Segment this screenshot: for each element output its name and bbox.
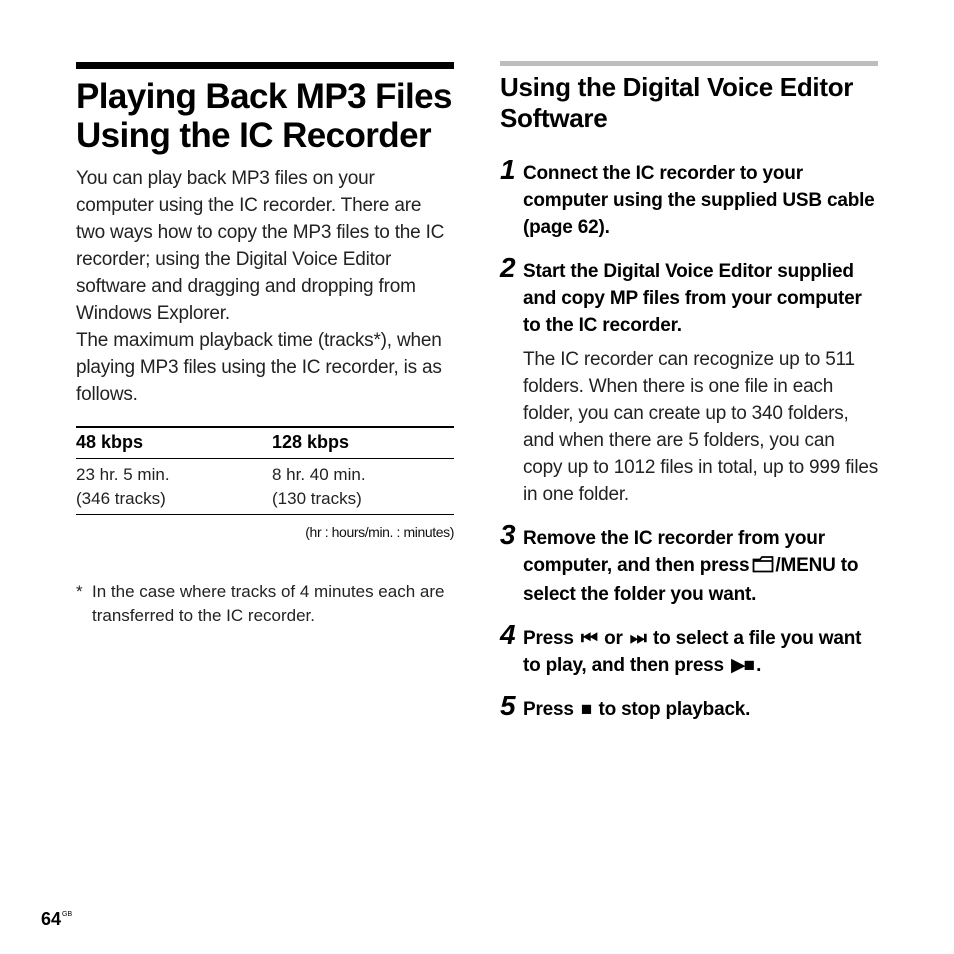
unit-note: (hr : hours/min. : minutes) xyxy=(305,524,454,540)
intro-paragraph-2: The maximum playback time (tracks*), when playing MP3 files using the IC recorder, is as follows. xyxy=(76,330,442,405)
step-text xyxy=(523,525,878,608)
step-text xyxy=(523,696,878,723)
left-column xyxy=(76,62,454,628)
step-text-stop: to stop playback. xyxy=(598,699,751,720)
page-title: Playing Back MP3 Files Using the IC Recorder xyxy=(76,77,452,155)
previous-track-icon: ⏮ xyxy=(580,628,596,649)
intro-text xyxy=(76,165,454,408)
page-number-value: 64 xyxy=(41,909,62,929)
intro-paragraph-1: You can play back MP3 files on your computer using the IC recorder. There are two ways how to copy the MP3 files to the IC recorder; using the Digital Voice Editor software and dragging and dropping from Windows Explorer. xyxy=(76,168,445,324)
step-number: 1 xyxy=(500,154,516,185)
table-header-48kbps: 48 kbps xyxy=(76,427,272,459)
stop-icon: ■ xyxy=(580,699,591,720)
section-rule xyxy=(500,61,878,66)
steps-list xyxy=(500,154,879,723)
table-header-row xyxy=(76,427,454,459)
section-title: Using the Digital Voice Editor Software xyxy=(500,72,854,133)
step-text-press: Press xyxy=(523,628,574,649)
step-number: 2 xyxy=(500,252,516,283)
table-cell-time: 8 hr. 40 min. xyxy=(272,465,366,484)
playback-time-table xyxy=(76,426,454,515)
table-header-128kbps: 128 kbps xyxy=(272,427,454,459)
step-2 xyxy=(500,252,879,508)
step-text-before: Remove the IC recorder from your computer, and then press xyxy=(523,528,825,576)
step-text-period: . xyxy=(756,655,762,676)
step-detail: The IC recorder can recognize up to 511 folders. When there is one file in each folder, you can create up to 340 folders, and when there are 5 folders, you can copy up to 1012 files in total, up to 999 files in one folder. xyxy=(523,349,879,505)
step-text-or: or xyxy=(604,628,623,649)
step-5 xyxy=(500,690,878,723)
table-cell-time: 23 hr. 5 min. xyxy=(76,465,170,484)
step-text: Start the Digital Voice Editor supplied and copy MP files from your computer to the IC recorder. xyxy=(523,261,862,336)
page-suffix: GB xyxy=(62,911,73,918)
step-number: 4 xyxy=(500,619,516,650)
step-text xyxy=(523,625,878,679)
step-number: 3 xyxy=(500,519,516,550)
page-number xyxy=(41,909,72,930)
table-cell-tracks: (346 tracks) xyxy=(76,489,166,508)
step-text-after: /MENU to select the folder you want. xyxy=(523,555,859,605)
footnote xyxy=(76,580,454,628)
table-row xyxy=(76,459,454,515)
table-cell-128kbps xyxy=(272,459,454,515)
footnote-text: In the case where tracks of 4 minutes each are transferred to the IC recorder. xyxy=(92,582,445,625)
title-rule xyxy=(76,62,454,69)
step-text-select: to select a file you want to play, and then press xyxy=(523,628,862,676)
step-number: 5 xyxy=(500,690,516,721)
step-3 xyxy=(500,519,878,608)
step-text: Connect the IC recorder to your computer using the supplied USB cable (page 62). xyxy=(523,163,875,238)
step-1 xyxy=(500,154,878,241)
table-cell-tracks: (130 tracks) xyxy=(272,489,362,508)
play-stop-icon: ▶■ xyxy=(731,655,754,676)
step-4 xyxy=(500,619,878,679)
footnote-mark: * xyxy=(76,582,83,601)
step-text-press: Press xyxy=(523,699,574,720)
table-cell-48kbps xyxy=(76,459,272,515)
right-column xyxy=(500,61,878,740)
next-track-icon: ⏭ xyxy=(629,628,645,649)
folder-icon xyxy=(752,554,774,581)
